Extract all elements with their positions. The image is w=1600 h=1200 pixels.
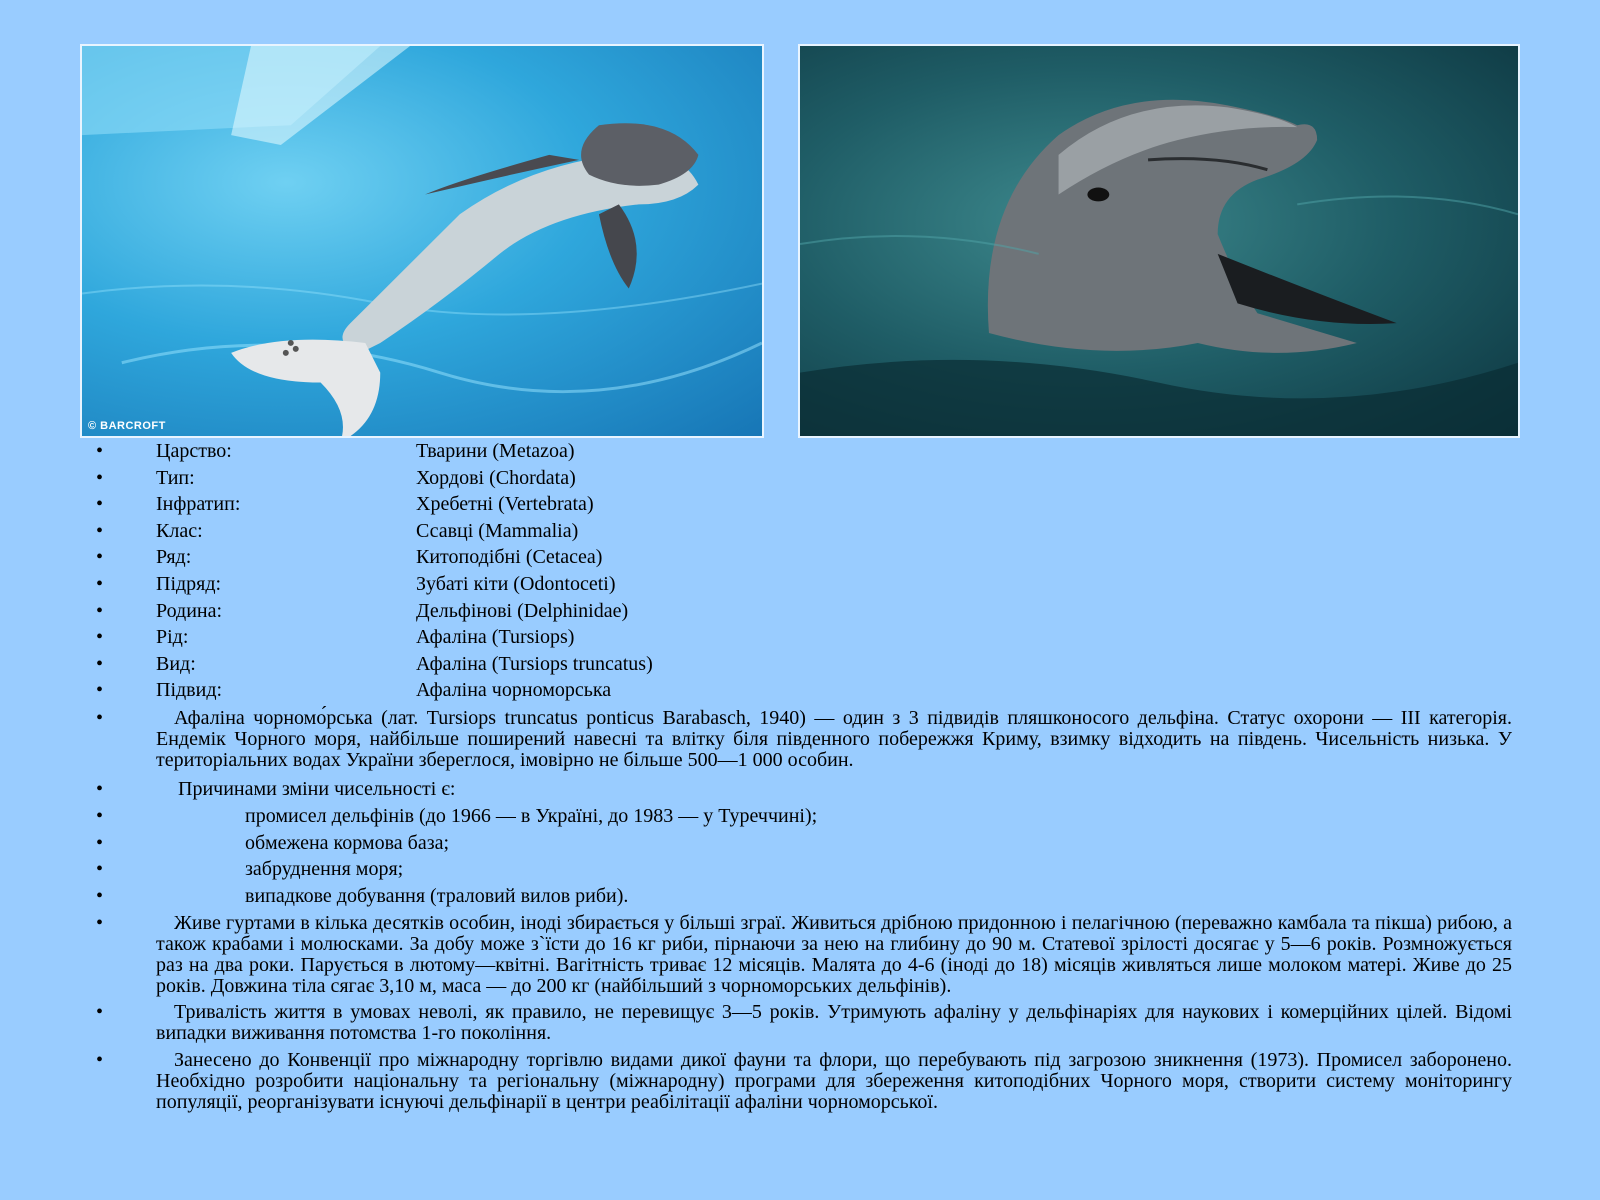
taxonomy-row-infraphylum xyxy=(0,491,1600,518)
bullet: • xyxy=(96,778,104,801)
bullet: • xyxy=(96,572,104,595)
taxonomy-label: Підвид: xyxy=(156,679,223,702)
cause-item xyxy=(0,830,1600,857)
slide-text xyxy=(0,438,1600,1118)
bullet: • xyxy=(96,440,104,462)
captivity-paragraph xyxy=(0,1002,1600,1044)
taxonomy-label: Родина: xyxy=(156,599,223,622)
dolphin-prosthetic-tail-photo xyxy=(80,44,764,438)
taxonomy-row-class xyxy=(0,518,1600,545)
causes-heading-row xyxy=(0,776,1600,803)
taxonomy-value: Афаліна чорноморська xyxy=(416,679,612,702)
taxonomy-row-phylum xyxy=(0,465,1600,492)
bullet: • xyxy=(96,1049,104,1072)
behavior-paragraph xyxy=(0,913,1600,996)
taxonomy-label: Клас: xyxy=(156,519,203,542)
taxonomy-row-order xyxy=(0,544,1600,571)
taxonomy-label: Царство: xyxy=(156,440,232,462)
taxonomy-row-kingdom xyxy=(0,438,1600,465)
bullet: • xyxy=(96,912,104,935)
taxonomy-label: Підряд: xyxy=(156,572,222,595)
taxonomy-label: Рід: xyxy=(156,626,189,649)
taxonomy-value: Афаліна (Tursiops) xyxy=(416,626,575,649)
bottlenose-dolphin-illustration xyxy=(800,46,1518,436)
cause-item xyxy=(0,803,1600,830)
bullet: • xyxy=(96,884,104,907)
taxonomy-row-genus xyxy=(0,624,1600,651)
taxonomy-label: Інфратип: xyxy=(156,493,241,516)
taxonomy-row-family xyxy=(0,598,1600,625)
bullet: • xyxy=(96,519,104,542)
bullet: • xyxy=(96,493,104,516)
taxonomy-row-subspecies xyxy=(0,677,1600,704)
cause-text: промисел дельфінів (до 1966 — в Україні, до 1983 — у Туреччині); xyxy=(245,804,818,827)
bullet: • xyxy=(96,831,104,854)
causes-heading: Причинами зміни чисельності є: xyxy=(178,778,456,801)
bullet: • xyxy=(96,858,104,881)
bullet: • xyxy=(96,599,104,622)
bullet: • xyxy=(96,679,104,702)
photo-watermark: © BARCROFT xyxy=(88,420,166,432)
bullet: • xyxy=(96,626,104,649)
bullet: • xyxy=(96,546,104,569)
taxonomy-value: Афаліна (Tursiops truncatus) xyxy=(416,652,653,675)
taxonomy-value: Тварини (Metazoa) xyxy=(416,440,575,462)
dolphin-prosthetic-tail-illustration xyxy=(82,46,762,436)
bullet: • xyxy=(96,1001,104,1024)
behavior-paragraph-text: Живе гуртами в кілька десятків особин, іноді збирається у більші зграї. Живиться дрібною придонною і пелагічною (переважно камбала та пікша) рибою, а також крабами і молюсками. За добу може з`їсти до 16 кг риби, пірнаючи за нею на глибину до 90 м. Статевої зрілості досягає у 5—6 років. Розмножується раз на два роки. Парується в лютому—квітні. Вагітність триває 12 місяців. Малята до 4-6 (іноді до 18) місяців живляться лише молоком матері. Живе до 25 років. Довжина тіла сягає 3,10 м, маса — до 200 кг (найбільший з чорноморських дельфінів). xyxy=(156,912,1512,997)
taxonomy-value: Зубаті кіти (Odontoceti) xyxy=(416,572,616,595)
taxonomy-row-suborder xyxy=(0,571,1600,598)
protection-paragraph xyxy=(0,1050,1600,1112)
taxonomy-value: Хребетні (Vertebrata) xyxy=(416,493,594,516)
cause-item xyxy=(0,883,1600,910)
taxonomy-label: Ряд: xyxy=(156,546,192,569)
taxonomy-label: Вид: xyxy=(156,652,196,675)
protection-paragraph-text: Занесено до Конвенції про міжнародну торгівлю видами дикої фауни та флори, що перебувають під загрозою зникнення (1973). Промисел заборонено. Необхідно розробити національну та регіональну (міжнародну) програми для збереження китоподібних Чорного моря, створити систему моніторингу популяції, реорганізувати існуючі дельфінарії в центри реабілітації афаліни чорноморської. xyxy=(156,1049,1512,1113)
taxonomy-value: Ссавці (Mammalia) xyxy=(416,519,579,542)
taxonomy-value: Дельфінові (Delphinidae) xyxy=(416,599,629,622)
cause-item xyxy=(0,856,1600,883)
taxonomy-row-species xyxy=(0,651,1600,678)
bullet: • xyxy=(96,652,104,675)
taxonomy-label: Тип: xyxy=(156,466,195,489)
bullet: • xyxy=(96,706,104,729)
bullet: • xyxy=(96,466,104,489)
cause-text: випадкове добування (траловий вилов риби). xyxy=(245,884,629,907)
cause-text: забруднення моря; xyxy=(245,858,404,881)
cause-text: обмежена кормова база; xyxy=(245,831,450,854)
bottlenose-dolphin-head-photo xyxy=(798,44,1520,438)
taxonomy-value: Хордові (Chordata) xyxy=(416,466,576,489)
bullet: • xyxy=(96,804,104,827)
intro-paragraph-text: Афаліна чорномо́рська (лат. Tursiops truncatus ponticus Barabasch, 1940) — один з 3 підвидів пляшконосого дельфіна. Статус охорони — III категорія. Ендемік Чорного моря, найбільше поширений навесні та влітку біля південного побережжя Криму, взимку відходить на південь. Чисельність низька. У територіальних водах України збереглося, імовірно не більше 500—1 000 особин. xyxy=(156,706,1512,771)
taxonomy-value: Китоподібні (Cetacea) xyxy=(416,546,603,569)
captivity-paragraph-text: Тривалість життя в умовах неволі, як правило, не перевищує 3—5 років. Утримують афаліну у дельфінаріях для наукових і комерційних цілей. Відомі випадки виживання потомства 1-го покоління. xyxy=(156,1001,1512,1045)
intro-paragraph xyxy=(0,708,1600,770)
